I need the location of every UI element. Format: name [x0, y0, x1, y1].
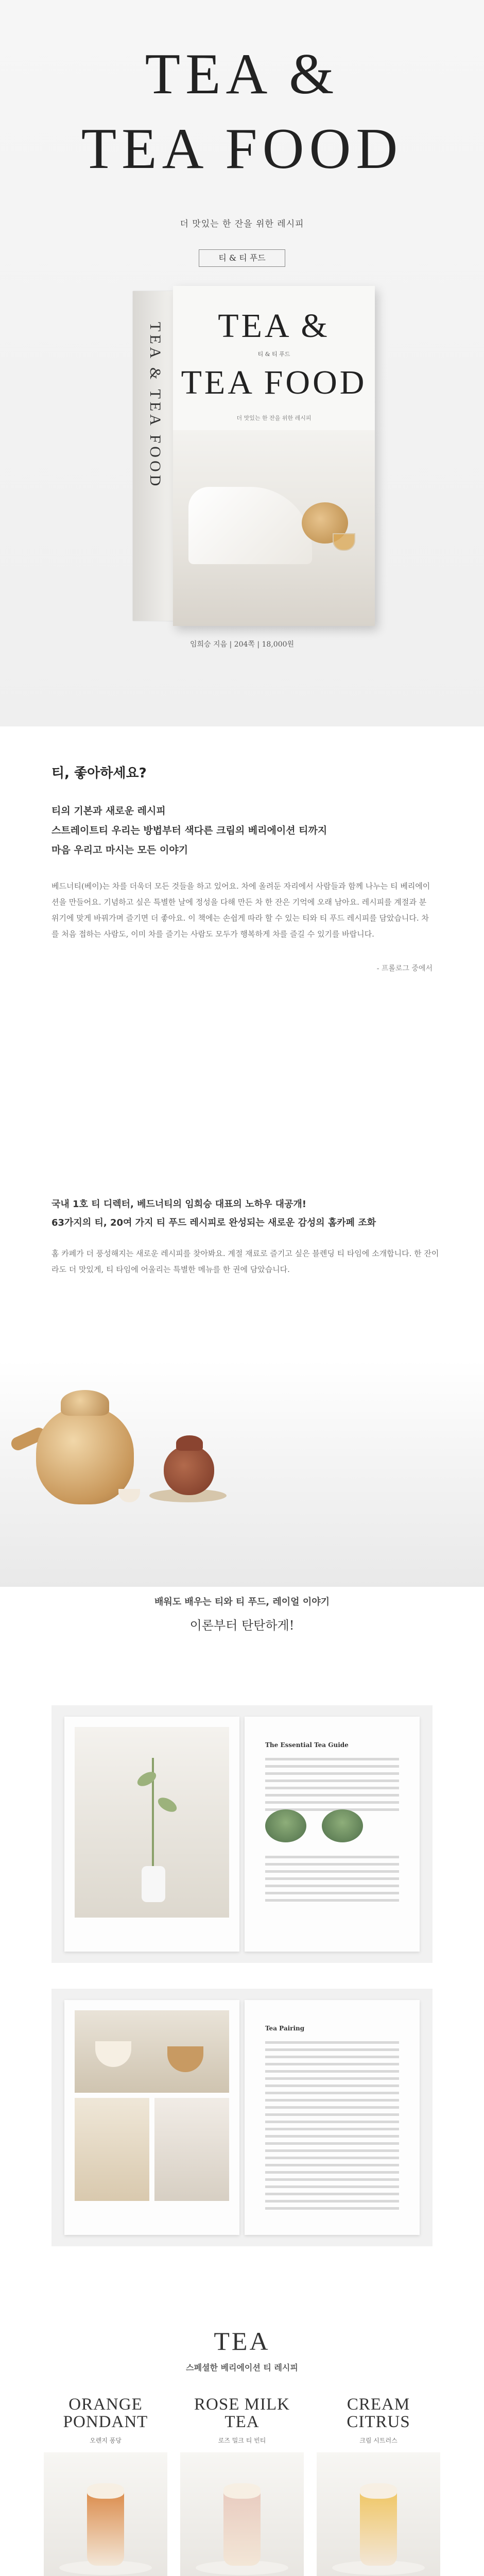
tea-recipe-photo	[180, 2452, 304, 2576]
tea-recipe-korean-name: 오렌지 퐁당	[90, 2437, 122, 2444]
large-teapot-lid	[61, 1390, 109, 1416]
tea-recipe-photo	[317, 2452, 440, 2576]
book-spine-text: TEA & TEA FOOD	[147, 322, 164, 489]
drink-glass	[360, 2488, 397, 2566]
strip-caption-line2: 이론부터 탄탄하게!	[189, 1618, 295, 1633]
tea-recipe-korean-name: 로즈 밀크 티 빈티	[218, 2437, 266, 2444]
strip-caption	[0, 1595, 484, 1633]
spread1-circle-photo	[322, 1809, 363, 1842]
hero-author-line: 임희승 지음 | 204쪽 | 18,000원	[189, 640, 295, 649]
book-cover-small: 티 & 티 푸드	[257, 351, 290, 358]
spread2-left-page	[64, 2000, 239, 2235]
book-spread-1	[51, 1705, 433, 1963]
spread1-text-lines	[265, 1758, 399, 1816]
strip-caption-line1: 배워도 배우는 티와 티 푸드, 레이얼 이야기	[154, 1597, 330, 1607]
hero-title-line1: TEA &	[145, 42, 339, 106]
tea-recipe-name: ROSE MILK TEA	[194, 2395, 290, 2431]
small-teapot-lid	[176, 1435, 203, 1451]
hero-section	[0, 0, 484, 726]
spread1-circle-photo	[265, 1809, 306, 1842]
book-cover-tagline: 더 맛있는 한 잔을 위한 레시피	[236, 415, 312, 421]
vase	[142, 1866, 165, 1902]
drink-foam	[360, 2483, 397, 2499]
spread1-branch-photo	[75, 1727, 229, 1918]
drink-foam	[87, 2483, 124, 2499]
book-image	[133, 286, 375, 626]
spread2-heading: Tea Pairing	[265, 2025, 305, 2032]
tea-recipe-photo	[44, 2452, 167, 2576]
tea-section-header	[0, 2326, 484, 2373]
tea-recipe-name: CREAM CITRUS	[347, 2395, 410, 2431]
intro-body: 베드너티(베이)는 차를 더욱더 모든 것들을 하고 있어요. 차에 올려둔 자리에서 사람들과 함께 나누는 티 베리에이션을 만들어요. 기념하고 싶은 특별한 날에 정성을 다해 만든 차 한 잔은 기억에 오래 남아요. 레시피를 계절과 분위기에 맞게 바꿔가며 즐기면 더 좋아요. 이 책에는 손쉽게 따라 할 수 있는 티와 티 푸드 레시피를 담았습니다. 차를 처음 접하는 사람도, 이미 차를 즐기는 사람도 모두가 행복하게 차를 즐길 수 있기를 바랍니다.	[51, 882, 430, 939]
tea-recipe-item	[44, 2396, 167, 2576]
book-cover-photo	[173, 430, 375, 626]
book-cover-title-line2: TEA FOOD	[181, 364, 367, 401]
book-spread-2	[51, 1989, 433, 2246]
highlight-section	[51, 1195, 443, 1278]
book-cover-title-line1: TEA &	[218, 307, 330, 345]
spread2-photo-top	[75, 2010, 229, 2093]
hero-subtitle: 더 맛있는 한 잔을 위한 레시피	[180, 219, 304, 229]
spread2-photo-bottom-right	[154, 2098, 229, 2201]
spread1-text-lines	[265, 1856, 399, 1906]
intro-sign: - 프롤로그 중에서	[376, 964, 433, 973]
hero-badge: 티 & 티 푸드	[199, 249, 285, 267]
teapot-photo	[0, 1360, 484, 1587]
cover-cup	[333, 533, 355, 551]
tea-recipe-grid	[44, 2396, 440, 2576]
leaf	[135, 1769, 159, 1789]
bowl	[95, 2041, 131, 2067]
spread2-photo-bottom-left	[75, 2098, 149, 2201]
intro-heading: 티, 좋아하세요?	[51, 766, 147, 781]
tea-cup	[118, 1489, 140, 1502]
spread2-text-lines	[265, 2041, 399, 2214]
cover-cloth	[188, 487, 312, 564]
spread1-heading: The Essential Tea Guide	[265, 1741, 349, 1749]
tea-section-subtitle: 스페셜한 베리에이션 티 레시피	[186, 2363, 298, 2372]
tea-recipe-item	[180, 2396, 304, 2576]
drink-glass	[87, 2488, 124, 2566]
intro-section	[51, 762, 433, 973]
tea-recipe-korean-name: 크림 시트러스	[359, 2437, 397, 2444]
spread2-right-page	[245, 2000, 420, 2235]
small-teapot	[164, 1446, 214, 1495]
tea-recipe-name: ORANGE PONDANT	[63, 2395, 148, 2431]
highlight-lead: 국내 1호 티 디렉터, 베드너티의 임희승 대표의 노하우 대공개! 63가지의 티, 20여 가지 티 푸드 레시피로 완성되는 새로운 감성의 홈카페 조화	[51, 1199, 376, 1228]
book-spine	[133, 291, 173, 621]
spread1-right-page	[245, 1717, 420, 1952]
intro-lead: 티의 기본과 새로운 레시피 스트레이트티 우리는 방법부터 색다른 크림의 베리에이션 티까지 마음 우리고 마시는 모든 이야기	[51, 805, 327, 856]
hero-title-line2: TEA FOOD	[81, 117, 403, 181]
drink-foam	[223, 2483, 261, 2499]
tea-section-title: TEA	[214, 2327, 270, 2355]
tea-recipe-item	[317, 2396, 440, 2576]
leaf	[155, 1794, 179, 1815]
spread1-left-page	[64, 1717, 239, 1952]
bowl	[167, 2046, 203, 2072]
highlight-body: 홈 카페가 더 풍성해지는 새로운 레시피를 찾아봐요. 계절 재료로 즐기고 싶은 블렌딩 티 타임에 소개합니다. 한 잔이라도 더 맛있게, 티 타임에 어울리는 특별한 메뉴를 한 권에 담았습니다.	[51, 1249, 439, 1274]
drink-glass	[223, 2488, 261, 2566]
book-cover	[173, 286, 375, 626]
